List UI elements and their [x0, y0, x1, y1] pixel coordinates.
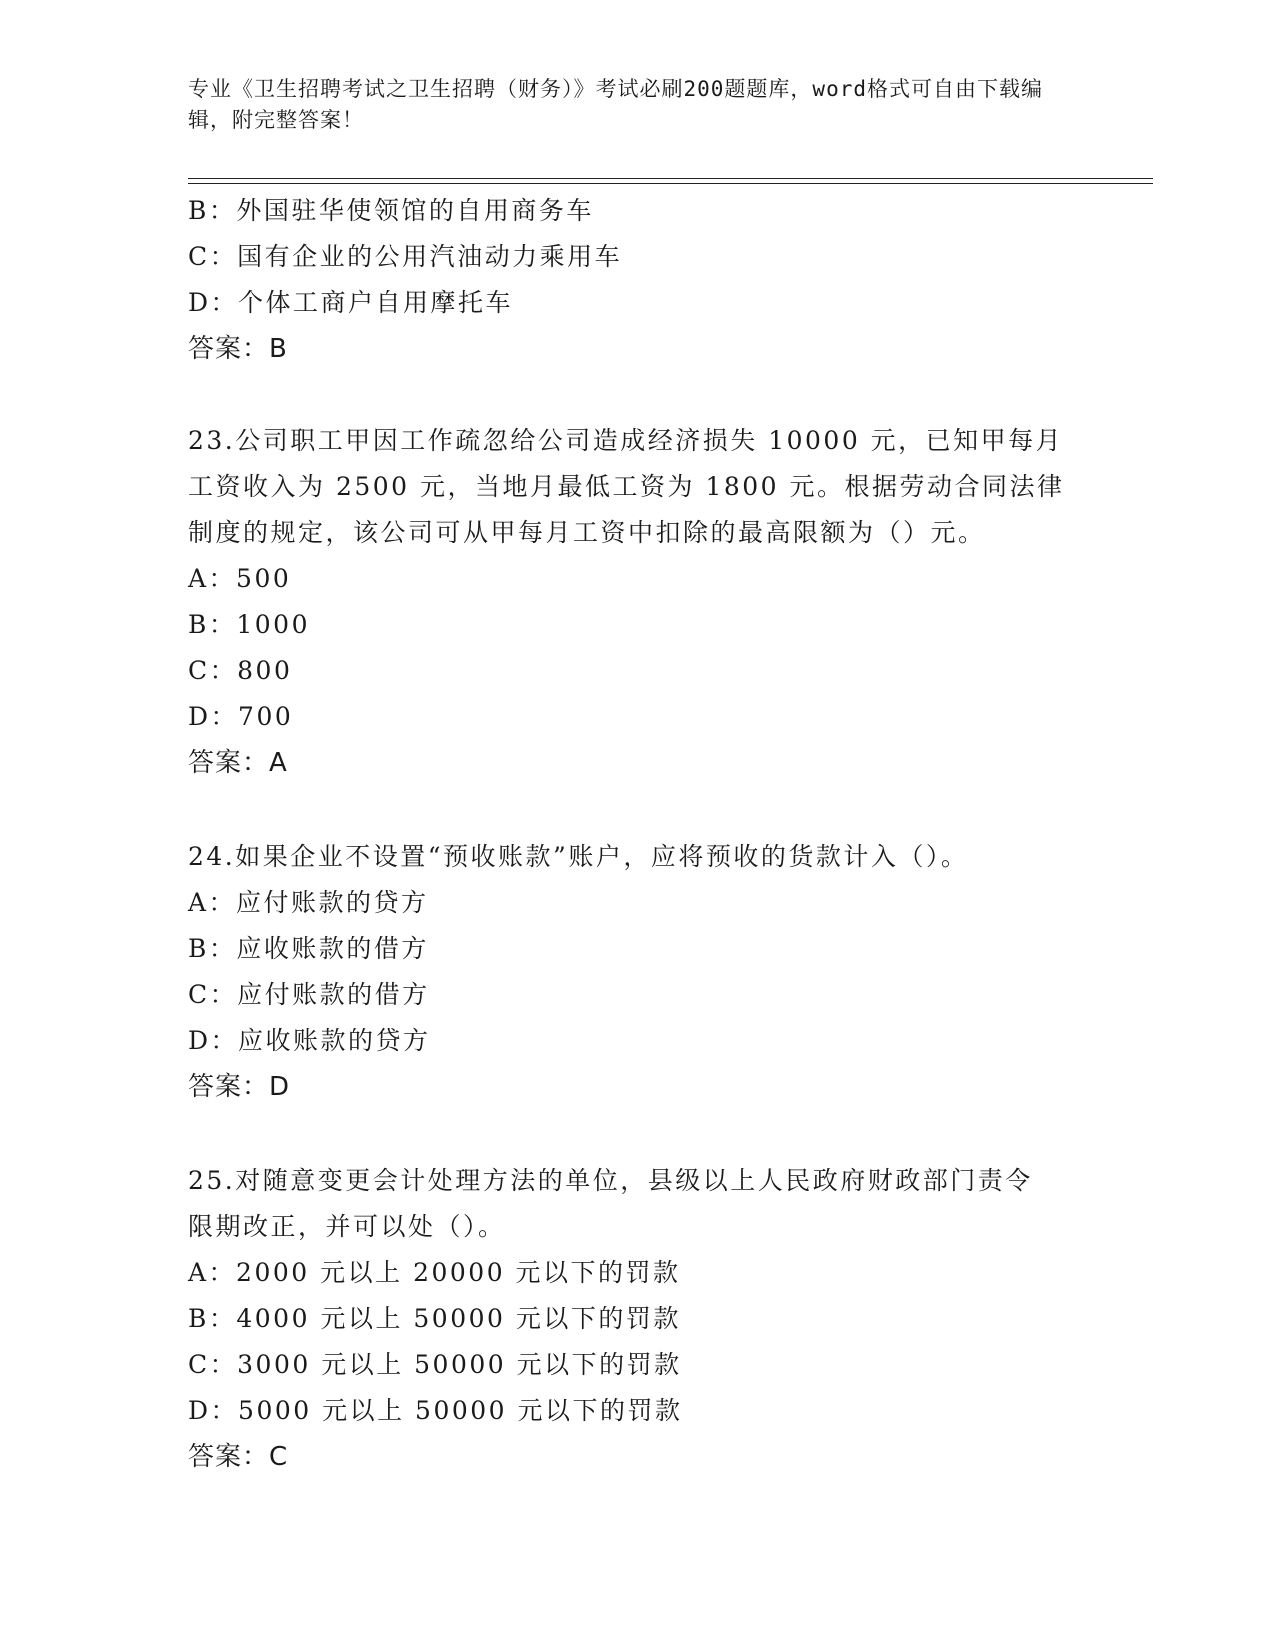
question-25-line-2: 限期改正，并可以处（）。 — [188, 1212, 506, 1241]
option-d: D：应收账款的贷方 — [188, 1026, 431, 1055]
option-d: D：5000 元以上 50000 元以下的罚款 — [188, 1396, 683, 1425]
option-a: A：应付账款的贷方 — [188, 888, 429, 917]
spacer — [188, 372, 1088, 418]
header-text: 专业《卫生招聘考试之卫生招聘（财务）》考试必刷200题题库，word格式可自由下载编辑，附完整答案！ — [188, 77, 1043, 132]
option-b: B：4000 元以上 50000 元以下的罚款 — [188, 1304, 681, 1333]
option-d: D：个体工商户自用摩托车 — [188, 288, 514, 317]
question-block — [188, 418, 1088, 786]
option-c: C：国有企业的公用汽油动力乘用车 — [188, 242, 623, 271]
question-block — [188, 188, 1088, 372]
question-23-line-2: 工资收入为 2500 元，当地月最低工资为 1800 元。根据劳动合同法律 — [188, 472, 1065, 501]
spacer — [188, 1110, 1088, 1158]
option-c: C：3000 元以上 50000 元以下的罚款 — [188, 1350, 682, 1379]
answer-line: 答案：C — [188, 1442, 289, 1472]
option-a: A：2000 元以上 20000 元以下的罚款 — [188, 1258, 681, 1287]
header-rule-top — [188, 178, 1153, 179]
option-c: C：应付账款的借方 — [188, 980, 430, 1009]
option-c: C：800 — [188, 656, 293, 685]
option-b: B：应收账款的借方 — [188, 934, 429, 963]
option-b: B：外国驻华使领馆的自用商务车 — [188, 196, 594, 225]
question-23-line-3: 制度的规定，该公司可从甲每月工资中扣除的最高限额为（）元。 — [188, 518, 986, 547]
option-a: A：500 — [188, 564, 292, 593]
question-23-line-1: 23.公司职工甲因工作疏忽给公司造成经济损失 10000 元，已知甲每月 — [188, 426, 1064, 455]
spacer — [188, 786, 1088, 834]
answer-line: 答案：D — [188, 1072, 291, 1102]
question-list — [188, 188, 1088, 1480]
question-block — [188, 1158, 1088, 1480]
answer-line: 答案：B — [188, 334, 288, 364]
option-d: D：700 — [188, 702, 294, 731]
question-25-line-1: 25.对随意变更会计处理方法的单位，县级以上人民政府财政部门责令 — [188, 1166, 1033, 1195]
question-24-line-1: 24.如果企业不设置“预收账款”账户，应将预收的货款计入（）。 — [188, 842, 969, 871]
option-b: B：1000 — [188, 610, 310, 639]
header-rule-bottom — [188, 183, 1153, 184]
question-block — [188, 834, 1088, 1110]
answer-line: 答案：A — [188, 748, 288, 778]
page-header — [188, 74, 1068, 136]
